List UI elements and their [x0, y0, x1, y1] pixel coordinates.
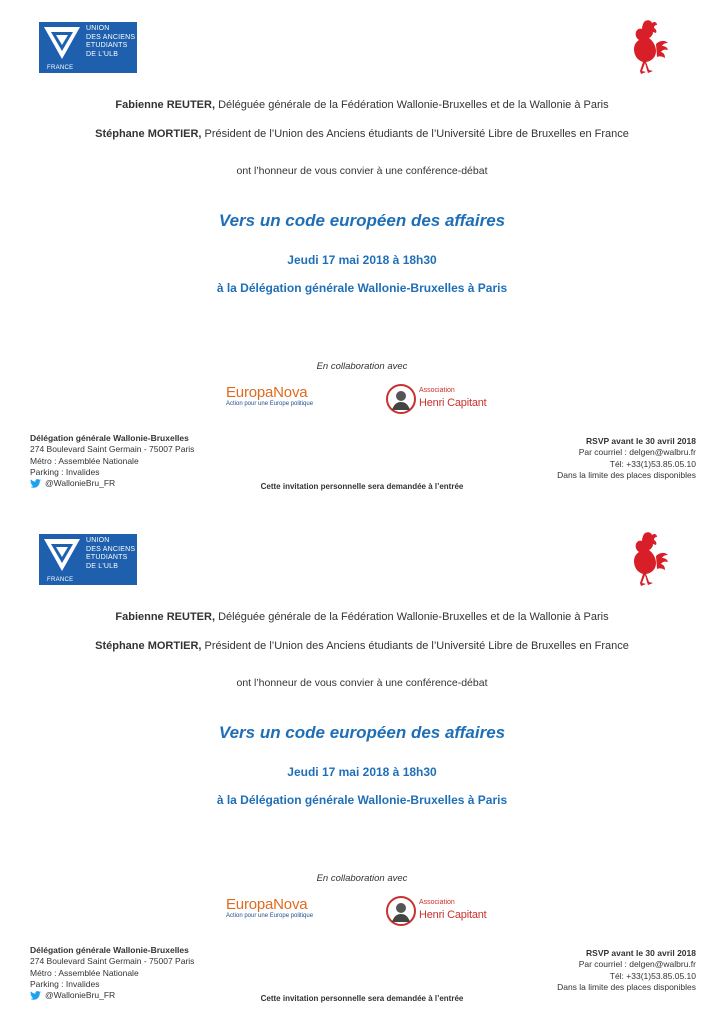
ulb-logo-line: DE L'ULB	[86, 562, 119, 570]
honour-text: ont l’honneur de vous convier à une conférence-débat	[236, 165, 488, 177]
collaboration-label: En collaboration avec	[316, 361, 408, 372]
address-title: Délégation générale Wallonie-Bruxelles	[30, 945, 189, 955]
host-role: Déléguée générale de la Fédération Wallonie-Bruxelles et de la Wallonie à Paris	[215, 611, 609, 623]
personal-invitation-note: Cette invitation personnelle sera demandée à l’entrée	[260, 994, 464, 1003]
address-street: 274 Boulevard Saint Germain - 75007 Paris	[30, 956, 195, 967]
event-venue: à la Délégation générale Wallonie-Bruxelles à Paris	[216, 793, 508, 807]
ulb-v-icon	[42, 537, 82, 573]
host-name: Stéphane MORTIER,	[95, 128, 202, 140]
portrait-icon	[386, 895, 416, 927]
host-line-2	[0, 640, 724, 652]
host-name: Stéphane MORTIER,	[95, 640, 202, 652]
ulb-alumni-logo	[39, 534, 137, 585]
rsvp-email[interactable]: Par courriel : delgen@walbru.fr	[578, 447, 696, 458]
ulb-logo-line: DE L'ULB	[86, 50, 119, 58]
address-parking: Parking : Invalides	[30, 978, 100, 989]
portrait-icon	[386, 383, 416, 415]
host-role: Président de l’Union des Anciens étudiants de l’Université Libre de Bruxelles en France	[201, 640, 629, 652]
ulb-alumni-logo	[39, 22, 137, 73]
ulb-logo-line: DES ANCIENS	[86, 33, 136, 41]
rsvp-block	[557, 436, 696, 481]
personal-invitation-note: Cette invitation personnelle sera demandée à l’entrée	[260, 482, 464, 491]
henri-capitant-logo	[386, 383, 496, 415]
host-line-1	[0, 611, 724, 623]
capitant-name: Henri Capitant	[419, 397, 487, 409]
host-line-2	[0, 128, 724, 140]
ulb-logo-line: DES ANCIENS	[86, 545, 136, 553]
ulb-logo-line: UNION	[86, 25, 110, 32]
address-title: Délégation générale Wallonie-Bruxelles	[30, 433, 189, 443]
europanova-logo	[226, 385, 313, 408]
capitant-association: Association	[419, 387, 455, 394]
address-metro: Métro : Assemblée Nationale	[30, 967, 139, 978]
henri-capitant-logo	[386, 895, 496, 927]
event-venue: à la Délégation générale Wallonie-Bruxelles à Paris	[216, 281, 508, 295]
address-parking: Parking : Invalides	[30, 466, 100, 477]
address-street: 274 Boulevard Saint Germain - 75007 Paris	[30, 444, 195, 455]
europanova-tagline: Action pour une Europe politique	[226, 913, 314, 919]
europanova-name: EuropaNova	[226, 896, 308, 913]
event-date: Jeudi 17 mai 2018 à 18h30	[287, 765, 437, 779]
wallonia-rooster-icon	[622, 18, 672, 78]
conference-title: Vers un code européen des affaires	[218, 211, 506, 230]
twitter-handle-text[interactable]: @WallonieBru_FR	[45, 478, 116, 489]
capitant-name: Henri Capitant	[419, 909, 487, 921]
europanova-tagline: Action pour une Europe politique	[226, 401, 314, 407]
rsvp-phone: Tél: +33(1)53.85.05.10	[609, 970, 696, 981]
ulb-logo-country: FRANCE	[47, 65, 74, 71]
invitation-card-2	[0, 512, 724, 1024]
rsvp-title: RSVP avant le 30 avril 2018	[586, 948, 696, 958]
rsvp-email[interactable]: Par courriel : delgen@walbru.fr	[578, 959, 696, 970]
conference-title: Vers un code européen des affaires	[218, 723, 506, 742]
collaboration-label: En collaboration avec	[316, 873, 408, 884]
rsvp-limit: Dans la limite des places disponibles	[557, 469, 696, 480]
rsvp-limit: Dans la limite des places disponibles	[557, 981, 696, 992]
host-role: Président de l’Union des Anciens étudiants de l’Université Libre de Bruxelles en France	[201, 128, 629, 140]
host-name: Fabienne REUTER,	[115, 99, 216, 111]
honour-text: ont l’honneur de vous convier à une conférence-débat	[236, 677, 488, 689]
ulb-logo-line: ETUDIANTS	[86, 554, 128, 561]
address-metro: Métro : Assemblée Nationale	[30, 455, 139, 466]
rsvp-phone: Tél: +33(1)53.85.05.10	[609, 458, 696, 469]
rsvp-title: RSVP avant le 30 avril 2018	[586, 436, 696, 446]
wallonia-rooster-icon	[622, 530, 672, 590]
host-name: Fabienne REUTER,	[115, 611, 216, 623]
ulb-v-icon	[42, 25, 82, 61]
host-role: Déléguée générale de la Fédération Wallonie-Bruxelles et de la Wallonie à Paris	[215, 99, 609, 111]
capitant-association: Association	[419, 899, 455, 906]
ulb-logo-line: ETUDIANTS	[86, 42, 128, 49]
twitter-handle-text[interactable]: @WallonieBru_FR	[45, 990, 116, 1001]
event-date: Jeudi 17 mai 2018 à 18h30	[287, 253, 437, 267]
ulb-logo-country: FRANCE	[47, 577, 74, 583]
europanova-name: EuropaNova	[226, 384, 308, 401]
europanova-logo	[226, 897, 313, 920]
host-line-1	[0, 99, 724, 111]
rsvp-block	[557, 948, 696, 993]
ulb-logo-line: UNION	[86, 537, 110, 544]
